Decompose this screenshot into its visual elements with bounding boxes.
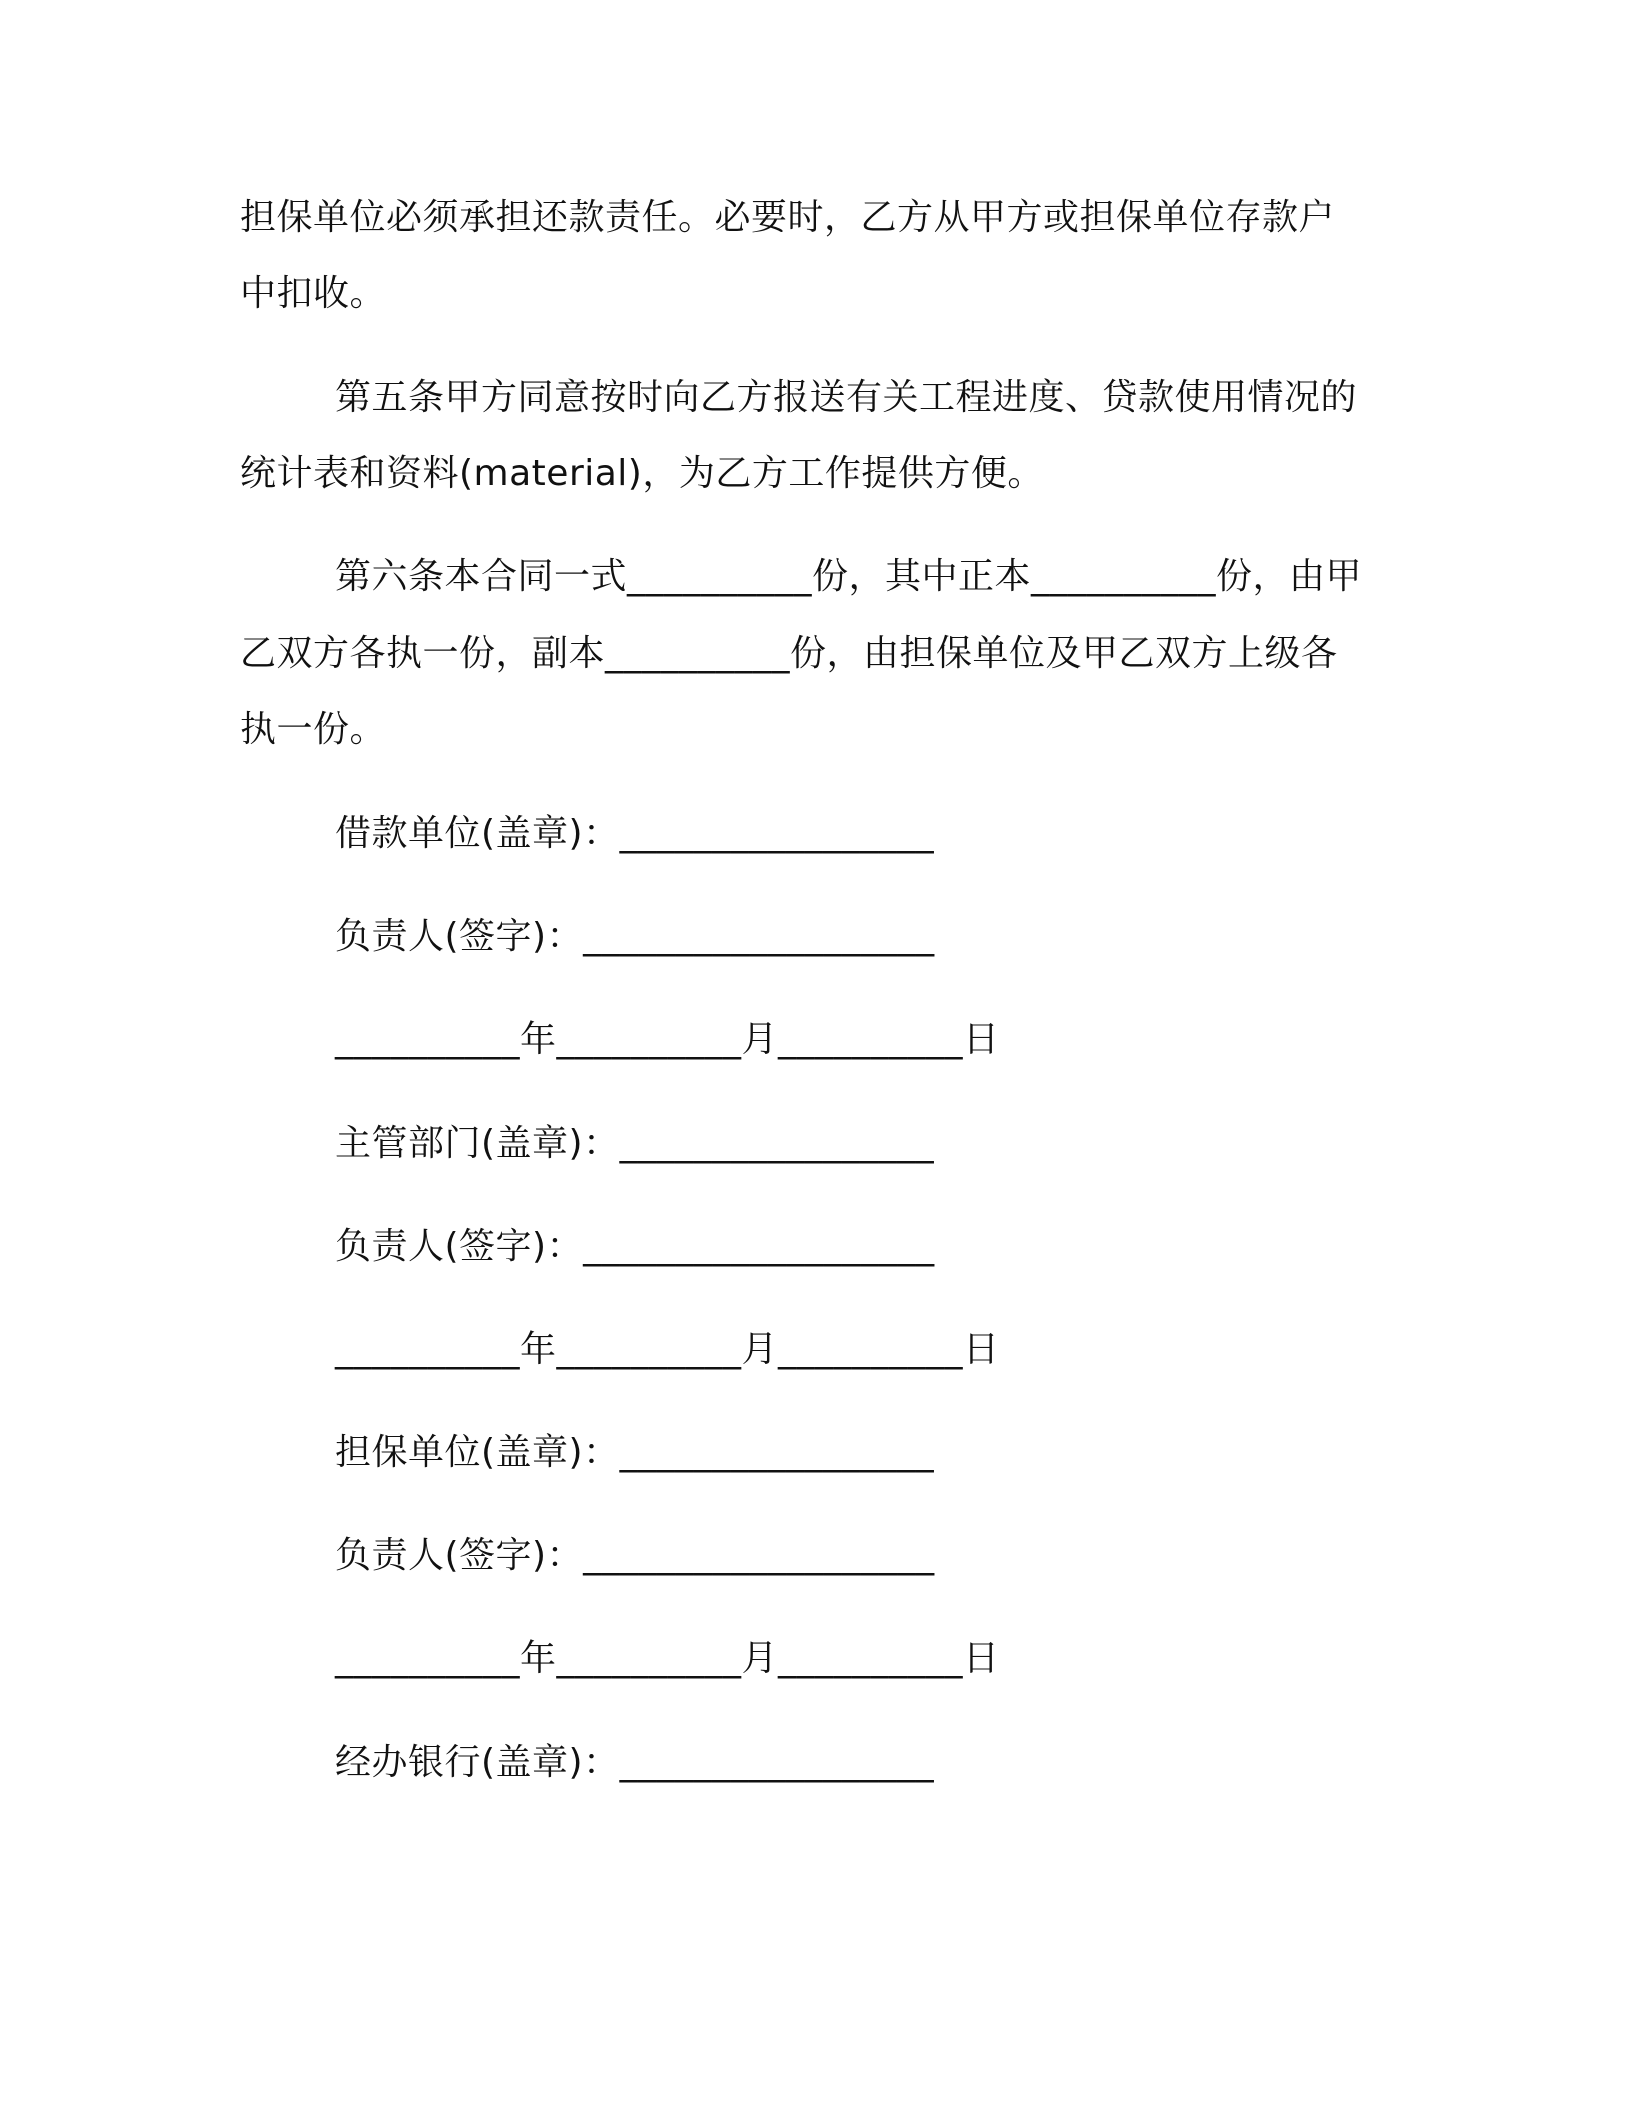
borrower-date-line: __________年__________月__________日 (335, 1019, 1000, 1060)
clause5-line2: 统计表和资料(material)，为乙方工作提供方便。 (240, 453, 1044, 494)
clause4-tail-line2: 中扣收。 (240, 273, 387, 314)
clause6-line3: 执一份。 (240, 709, 387, 750)
clause5-line1: 第五条甲方同意按时向乙方报送有关工程进度、贷款使用情况的 (335, 377, 1358, 418)
department-date-line: __________年__________月__________日 (335, 1329, 1000, 1370)
clause6-line1: 第六条本合同一式__________份，其中正本__________份，由甲 (335, 556, 1363, 597)
bank-seal-line: 经办银行(盖章)：_________________ (335, 1742, 935, 1783)
borrower-signature-line: 负责人(签字)：___________________ (335, 916, 935, 957)
department-seal-line: 主管部门(盖章)：_________________ (335, 1123, 935, 1164)
clause6-line2: 乙双方各执一份，副本__________份，由担保单位及甲乙双方上级各 (240, 633, 1338, 674)
borrower-seal-line: 借款单位(盖章)：_________________ (335, 813, 935, 854)
department-signature-line: 负责人(签字)：___________________ (335, 1226, 935, 1267)
clause4-tail-line1: 担保单位必须承担还款责任。必要时，乙方从甲方或担保单位存款户 (240, 197, 1336, 238)
guarantor-date-line: __________年__________月__________日 (335, 1638, 1000, 1679)
guarantor-seal-line: 担保单位(盖章)：_________________ (335, 1432, 935, 1473)
guarantor-signature-line: 负责人(签字)：___________________ (335, 1535, 935, 1576)
